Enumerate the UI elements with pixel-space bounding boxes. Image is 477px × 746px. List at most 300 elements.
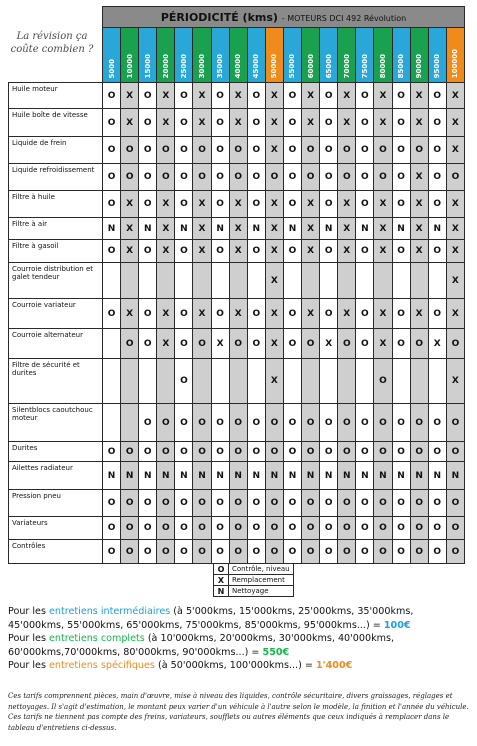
schedule-cell: X bbox=[338, 83, 356, 109]
schedule-cell: O bbox=[247, 299, 265, 329]
schedule-cell: O bbox=[157, 490, 175, 517]
schedule-cell: X bbox=[193, 109, 211, 137]
interval-header bbox=[157, 28, 175, 83]
schedule-cell: X bbox=[338, 218, 356, 240]
schedule-cell: O bbox=[139, 490, 157, 517]
schedule-cell bbox=[211, 263, 229, 299]
schedule-cell: O bbox=[283, 329, 301, 359]
schedule-cell: O bbox=[229, 164, 247, 191]
schedule-cell: O bbox=[175, 137, 193, 164]
schedule-cell: O bbox=[392, 329, 410, 359]
schedule-cell: X bbox=[302, 240, 320, 263]
interval-header bbox=[338, 28, 356, 83]
schedule-cell: X bbox=[446, 218, 464, 240]
schedule-cell: X bbox=[229, 240, 247, 263]
schedule-cell: N bbox=[320, 218, 338, 240]
schedule-cell bbox=[392, 263, 410, 299]
schedule-cell: O bbox=[193, 517, 211, 540]
schedule-cell: O bbox=[320, 299, 338, 329]
schedule-cell: O bbox=[428, 404, 446, 442]
schedule-cell: O bbox=[338, 517, 356, 540]
schedule-cell: O bbox=[175, 359, 193, 404]
schedule-cell: O bbox=[410, 442, 428, 462]
schedule-cell bbox=[302, 359, 320, 404]
legend-label: Remplacement bbox=[229, 575, 294, 586]
schedule-cell: O bbox=[265, 540, 283, 564]
schedule-cell: O bbox=[320, 540, 338, 564]
row-label: Filtre de sécurité et durites bbox=[9, 359, 103, 404]
pricing-intermediate-price: 100€ bbox=[383, 619, 411, 631]
schedule-cell: O bbox=[193, 329, 211, 359]
schedule-cell: O bbox=[211, 240, 229, 263]
schedule-cell bbox=[139, 263, 157, 299]
schedule-cell: O bbox=[175, 442, 193, 462]
schedule-cell: O bbox=[283, 404, 301, 442]
schedule-cell: O bbox=[139, 299, 157, 329]
schedule-cell: O bbox=[103, 191, 121, 218]
schedule-cell: O bbox=[446, 329, 464, 359]
schedule-cell: O bbox=[302, 490, 320, 517]
maintenance-schedule-table bbox=[8, 6, 465, 564]
schedule-cell bbox=[283, 359, 301, 404]
schedule-cell: X bbox=[446, 109, 464, 137]
schedule-cell: O bbox=[410, 329, 428, 359]
schedule-cell: O bbox=[320, 137, 338, 164]
schedule-cell: O bbox=[283, 83, 301, 109]
schedule-cell: O bbox=[320, 490, 338, 517]
schedule-cell: O bbox=[139, 404, 157, 442]
schedule-cell: N bbox=[247, 462, 265, 490]
schedule-cell: O bbox=[193, 540, 211, 564]
schedule-cell bbox=[103, 329, 121, 359]
schedule-cell: O bbox=[374, 540, 392, 564]
schedule-cell: O bbox=[247, 191, 265, 218]
schedule-cell: O bbox=[392, 442, 410, 462]
pricing-intermediate bbox=[8, 605, 470, 632]
schedule-cell: X bbox=[265, 299, 283, 329]
schedule-cell: O bbox=[374, 517, 392, 540]
schedule-cell: O bbox=[247, 83, 265, 109]
schedule-cell: X bbox=[428, 329, 446, 359]
schedule-cell: O bbox=[356, 164, 374, 191]
schedule-cell: O bbox=[139, 164, 157, 191]
schedule-cell: N bbox=[157, 462, 175, 490]
pricing-specific-name: entretiens spécifiques bbox=[49, 660, 155, 671]
schedule-cell: O bbox=[103, 490, 121, 517]
schedule-cell: O bbox=[211, 164, 229, 191]
schedule-cell: N bbox=[139, 218, 157, 240]
schedule-cell: N bbox=[211, 218, 229, 240]
schedule-cell: O bbox=[211, 517, 229, 540]
schedule-cell: X bbox=[320, 329, 338, 359]
schedule-cell: X bbox=[265, 329, 283, 359]
interval-km-label: 85000 bbox=[397, 53, 406, 78]
schedule-cell: N bbox=[283, 218, 301, 240]
schedule-cell: X bbox=[193, 218, 211, 240]
schedule-cell: X bbox=[338, 299, 356, 329]
schedule-cell: O bbox=[211, 109, 229, 137]
schedule-cell: O bbox=[175, 109, 193, 137]
row-label: Silentblocs caoutchouc moteur bbox=[9, 404, 103, 442]
schedule-cell: O bbox=[247, 540, 265, 564]
schedule-cell: N bbox=[103, 218, 121, 240]
schedule-cell: N bbox=[193, 462, 211, 490]
schedule-cell: X bbox=[410, 240, 428, 263]
schedule-cell bbox=[211, 359, 229, 404]
legend-item bbox=[214, 575, 294, 586]
row-label: Huile moteur bbox=[9, 83, 103, 109]
schedule-cell: X bbox=[302, 83, 320, 109]
schedule-cell: O bbox=[121, 490, 139, 517]
table-row bbox=[9, 240, 465, 263]
table-row bbox=[9, 299, 465, 329]
schedule-cell: O bbox=[320, 164, 338, 191]
schedule-cell: O bbox=[157, 404, 175, 442]
schedule-cell: O bbox=[320, 442, 338, 462]
legend-key: O bbox=[214, 564, 229, 575]
legend-item bbox=[214, 586, 294, 597]
schedule-cell: O bbox=[175, 329, 193, 359]
table-row bbox=[9, 191, 465, 218]
schedule-cell: O bbox=[428, 442, 446, 462]
interval-header bbox=[410, 28, 428, 83]
schedule-cell bbox=[247, 263, 265, 299]
interval-header bbox=[392, 28, 410, 83]
pricing-specific-detail: (à 50'000kms, 100'000kms...) = bbox=[154, 660, 316, 671]
schedule-cell: X bbox=[193, 299, 211, 329]
footnote: Ces tarifs comprennent pièces, main d'œuvre, mise à niveau des liquides, contrôle sécuritaire, divers graissages, réglages et nettoyages. Il s'agit d'estimation, le montant peux varier d'un véhicule à l'autre selon le modèle, la finition et l'année du véhicule. Ces tarifs ne tiennent pas compte des freins, variateurs, soufflets ou autres éléments que ceux indiqués à remplacer dans le tableau d'entretiens ci-dessus. bbox=[8, 692, 469, 732]
schedule-cell: O bbox=[283, 490, 301, 517]
schedule-cell bbox=[157, 359, 175, 404]
interval-km-label: 95000 bbox=[433, 53, 442, 78]
schedule-cell: O bbox=[428, 83, 446, 109]
schedule-cell bbox=[320, 263, 338, 299]
schedule-cell: O bbox=[175, 83, 193, 109]
schedule-cell: O bbox=[121, 164, 139, 191]
schedule-cell bbox=[157, 263, 175, 299]
schedule-cell: O bbox=[265, 442, 283, 462]
schedule-cell: X bbox=[121, 83, 139, 109]
schedule-cell: O bbox=[139, 109, 157, 137]
schedule-cell: O bbox=[374, 359, 392, 404]
schedule-cell: O bbox=[338, 490, 356, 517]
schedule-cell bbox=[428, 263, 446, 299]
schedule-cell: X bbox=[338, 109, 356, 137]
schedule-cell: X bbox=[121, 191, 139, 218]
schedule-cell: O bbox=[428, 540, 446, 564]
schedule-cell: O bbox=[410, 517, 428, 540]
interval-km-label: 15000 bbox=[143, 53, 152, 78]
schedule-cell bbox=[139, 359, 157, 404]
schedule-cell: X bbox=[193, 83, 211, 109]
schedule-cell: O bbox=[103, 164, 121, 191]
schedule-cell: X bbox=[374, 329, 392, 359]
table-row bbox=[9, 218, 465, 240]
title-text: PÉRIODICITÉ (kms) bbox=[160, 10, 278, 24]
schedule-cell: N bbox=[247, 218, 265, 240]
schedule-cell: O bbox=[139, 83, 157, 109]
schedule-cell: O bbox=[302, 329, 320, 359]
legend-key: X bbox=[214, 575, 229, 586]
schedule-cell: O bbox=[338, 329, 356, 359]
schedule-cell: N bbox=[392, 218, 410, 240]
schedule-cell: X bbox=[410, 109, 428, 137]
schedule-cell: X bbox=[338, 191, 356, 218]
pricing-prefix: Pour les bbox=[8, 633, 50, 644]
schedule-cell bbox=[392, 359, 410, 404]
schedule-cell: O bbox=[392, 191, 410, 218]
schedule-cell: O bbox=[283, 442, 301, 462]
schedule-cell: N bbox=[356, 218, 374, 240]
interval-header bbox=[103, 28, 121, 83]
schedule-cell: O bbox=[247, 442, 265, 462]
schedule-cell: O bbox=[211, 442, 229, 462]
schedule-cell: X bbox=[229, 299, 247, 329]
schedule-cell: O bbox=[320, 404, 338, 442]
schedule-cell bbox=[121, 359, 139, 404]
interval-header bbox=[175, 28, 193, 83]
schedule-cell: X bbox=[446, 263, 464, 299]
schedule-cell bbox=[103, 359, 121, 404]
schedule-cell: X bbox=[374, 240, 392, 263]
interval-header bbox=[211, 28, 229, 83]
schedule-cell: O bbox=[121, 540, 139, 564]
schedule-cell: X bbox=[229, 191, 247, 218]
schedule-cell: X bbox=[121, 218, 139, 240]
schedule-cell: X bbox=[410, 218, 428, 240]
schedule-cell: O bbox=[320, 517, 338, 540]
schedule-cell: O bbox=[410, 137, 428, 164]
schedule-cell bbox=[103, 263, 121, 299]
schedule-cell: O bbox=[247, 240, 265, 263]
schedule-cell: X bbox=[338, 240, 356, 263]
schedule-cell: O bbox=[211, 490, 229, 517]
subtitle-text: - MOTEURS DCI 492 Révolution bbox=[281, 13, 407, 23]
schedule-cell: O bbox=[410, 404, 428, 442]
schedule-cell bbox=[338, 359, 356, 404]
schedule-cell: O bbox=[193, 404, 211, 442]
schedule-cell: O bbox=[428, 299, 446, 329]
schedule-cell: O bbox=[374, 164, 392, 191]
schedule-cell: O bbox=[283, 240, 301, 263]
schedule-cell: X bbox=[157, 299, 175, 329]
schedule-cell: O bbox=[356, 517, 374, 540]
schedule-cell: X bbox=[121, 109, 139, 137]
schedule-cell bbox=[193, 263, 211, 299]
schedule-cell: O bbox=[175, 490, 193, 517]
interval-km-label: 20000 bbox=[161, 53, 170, 78]
schedule-cell: X bbox=[446, 240, 464, 263]
interval-header bbox=[139, 28, 157, 83]
table-row bbox=[9, 164, 465, 191]
schedule-cell: N bbox=[410, 462, 428, 490]
interval-header bbox=[121, 28, 139, 83]
schedule-cell: X bbox=[302, 218, 320, 240]
schedule-cell: X bbox=[265, 109, 283, 137]
schedule-cell: O bbox=[356, 299, 374, 329]
legend-key: N bbox=[214, 586, 229, 597]
interval-km-label: 35000 bbox=[216, 53, 225, 78]
schedule-cell: O bbox=[356, 442, 374, 462]
schedule-cell: X bbox=[302, 191, 320, 218]
schedule-cell: X bbox=[157, 329, 175, 359]
schedule-cell: O bbox=[229, 137, 247, 164]
row-label: Ailettes radiateur bbox=[9, 462, 103, 490]
row-label: Filtre à air bbox=[9, 218, 103, 240]
legend-label: Contrôle, niveau bbox=[229, 564, 294, 575]
schedule-cell: N bbox=[428, 218, 446, 240]
schedule-cell: O bbox=[392, 164, 410, 191]
schedule-cell: O bbox=[211, 404, 229, 442]
schedule-cell: X bbox=[446, 83, 464, 109]
schedule-cell: O bbox=[193, 137, 211, 164]
schedule-cell: O bbox=[103, 442, 121, 462]
schedule-cell: X bbox=[265, 191, 283, 218]
schedule-cell: O bbox=[193, 442, 211, 462]
schedule-cell: O bbox=[446, 490, 464, 517]
schedule-cell: O bbox=[356, 109, 374, 137]
schedule-cell: O bbox=[392, 137, 410, 164]
interval-km-label: 55000 bbox=[288, 53, 297, 78]
schedule-cell: O bbox=[302, 404, 320, 442]
row-label: Filtre à gasoil bbox=[9, 240, 103, 263]
question-heading: La révision ça coûte combien ? bbox=[10, 31, 94, 55]
schedule-cell: O bbox=[356, 540, 374, 564]
schedule-cell: O bbox=[392, 299, 410, 329]
row-label: Contrôles bbox=[9, 540, 103, 564]
schedule-cell: O bbox=[320, 109, 338, 137]
row-label: Pression pneu bbox=[9, 490, 103, 517]
schedule-cell: O bbox=[211, 83, 229, 109]
legend bbox=[213, 563, 294, 597]
pricing-specific bbox=[8, 659, 470, 673]
schedule-cell: O bbox=[338, 540, 356, 564]
schedule-cell: X bbox=[374, 299, 392, 329]
interval-header bbox=[283, 28, 301, 83]
schedule-cell: O bbox=[103, 299, 121, 329]
schedule-cell: O bbox=[283, 164, 301, 191]
schedule-cell: X bbox=[193, 191, 211, 218]
schedule-cell: O bbox=[338, 442, 356, 462]
schedule-cell: O bbox=[247, 137, 265, 164]
schedule-cell: O bbox=[428, 191, 446, 218]
interval-header bbox=[446, 28, 464, 83]
schedule-cell: O bbox=[247, 109, 265, 137]
schedule-cell: O bbox=[247, 490, 265, 517]
schedule-cell: O bbox=[265, 404, 283, 442]
schedule-cell: O bbox=[175, 240, 193, 263]
schedule-cell: O bbox=[139, 540, 157, 564]
schedule-cell: N bbox=[283, 462, 301, 490]
pricing-prefix: Pour les bbox=[8, 660, 50, 671]
schedule-cell: O bbox=[265, 490, 283, 517]
schedule-cell: O bbox=[283, 109, 301, 137]
table-row bbox=[9, 109, 465, 137]
periodicity-title bbox=[103, 7, 465, 28]
schedule-cell bbox=[320, 359, 338, 404]
schedule-cell: X bbox=[446, 299, 464, 329]
pricing-block bbox=[8, 605, 470, 673]
schedule-cell bbox=[121, 404, 139, 442]
schedule-cell: O bbox=[446, 442, 464, 462]
row-label: Courroie distribution et galet tendeur bbox=[9, 263, 103, 299]
schedule-cell: O bbox=[410, 540, 428, 564]
schedule-cell: N bbox=[374, 462, 392, 490]
schedule-cell: X bbox=[410, 83, 428, 109]
schedule-cell: O bbox=[410, 490, 428, 517]
schedule-cell: O bbox=[392, 540, 410, 564]
table-row bbox=[9, 490, 465, 517]
schedule-cell: N bbox=[320, 462, 338, 490]
table-row bbox=[9, 404, 465, 442]
schedule-cell: O bbox=[229, 442, 247, 462]
schedule-cell: O bbox=[139, 517, 157, 540]
schedule-cell: O bbox=[103, 517, 121, 540]
schedule-cell: O bbox=[356, 137, 374, 164]
schedule-cell: O bbox=[356, 240, 374, 263]
interval-km-label: 30000 bbox=[198, 53, 207, 78]
schedule-cell: O bbox=[392, 83, 410, 109]
schedule-cell: O bbox=[265, 517, 283, 540]
schedule-cell: N bbox=[338, 462, 356, 490]
schedule-cell: O bbox=[338, 137, 356, 164]
schedule-cell: X bbox=[121, 240, 139, 263]
schedule-cell: O bbox=[446, 517, 464, 540]
schedule-cell bbox=[374, 263, 392, 299]
row-label: Durites bbox=[9, 442, 103, 462]
table-row bbox=[9, 329, 465, 359]
row-label: Huile boîte de vitesse bbox=[9, 109, 103, 137]
schedule-cell: X bbox=[265, 137, 283, 164]
schedule-cell: O bbox=[338, 164, 356, 191]
interval-km-label: 60000 bbox=[306, 53, 315, 78]
schedule-cell: N bbox=[139, 462, 157, 490]
interval-header bbox=[229, 28, 247, 83]
legend-item bbox=[214, 564, 294, 575]
schedule-cell: O bbox=[121, 137, 139, 164]
schedule-cell: X bbox=[265, 359, 283, 404]
pricing-complete-price: 550€ bbox=[262, 646, 290, 658]
schedule-cell bbox=[356, 359, 374, 404]
table-row bbox=[9, 83, 465, 109]
schedule-cell bbox=[356, 263, 374, 299]
schedule-cell bbox=[175, 263, 193, 299]
schedule-cell: O bbox=[356, 83, 374, 109]
schedule-cell: X bbox=[157, 218, 175, 240]
schedule-cell: O bbox=[139, 137, 157, 164]
row-label: Filtre à huile bbox=[9, 191, 103, 218]
schedule-cell: O bbox=[247, 329, 265, 359]
table-row bbox=[9, 462, 465, 490]
interval-header bbox=[356, 28, 374, 83]
schedule-cell: X bbox=[410, 191, 428, 218]
schedule-cell: O bbox=[247, 164, 265, 191]
schedule-cell: N bbox=[265, 462, 283, 490]
schedule-cell: X bbox=[374, 218, 392, 240]
schedule-cell: X bbox=[229, 109, 247, 137]
schedule-cell: O bbox=[392, 240, 410, 263]
schedule-cell: N bbox=[302, 462, 320, 490]
table-row bbox=[9, 517, 465, 540]
schedule-cell: O bbox=[211, 540, 229, 564]
schedule-cell: O bbox=[392, 517, 410, 540]
schedule-cell: X bbox=[410, 164, 428, 191]
schedule-cell: O bbox=[157, 164, 175, 191]
schedule-cell: O bbox=[265, 164, 283, 191]
table-row bbox=[9, 263, 465, 299]
schedule-cell: O bbox=[193, 490, 211, 517]
interval-km-label: 10000 bbox=[125, 53, 134, 78]
